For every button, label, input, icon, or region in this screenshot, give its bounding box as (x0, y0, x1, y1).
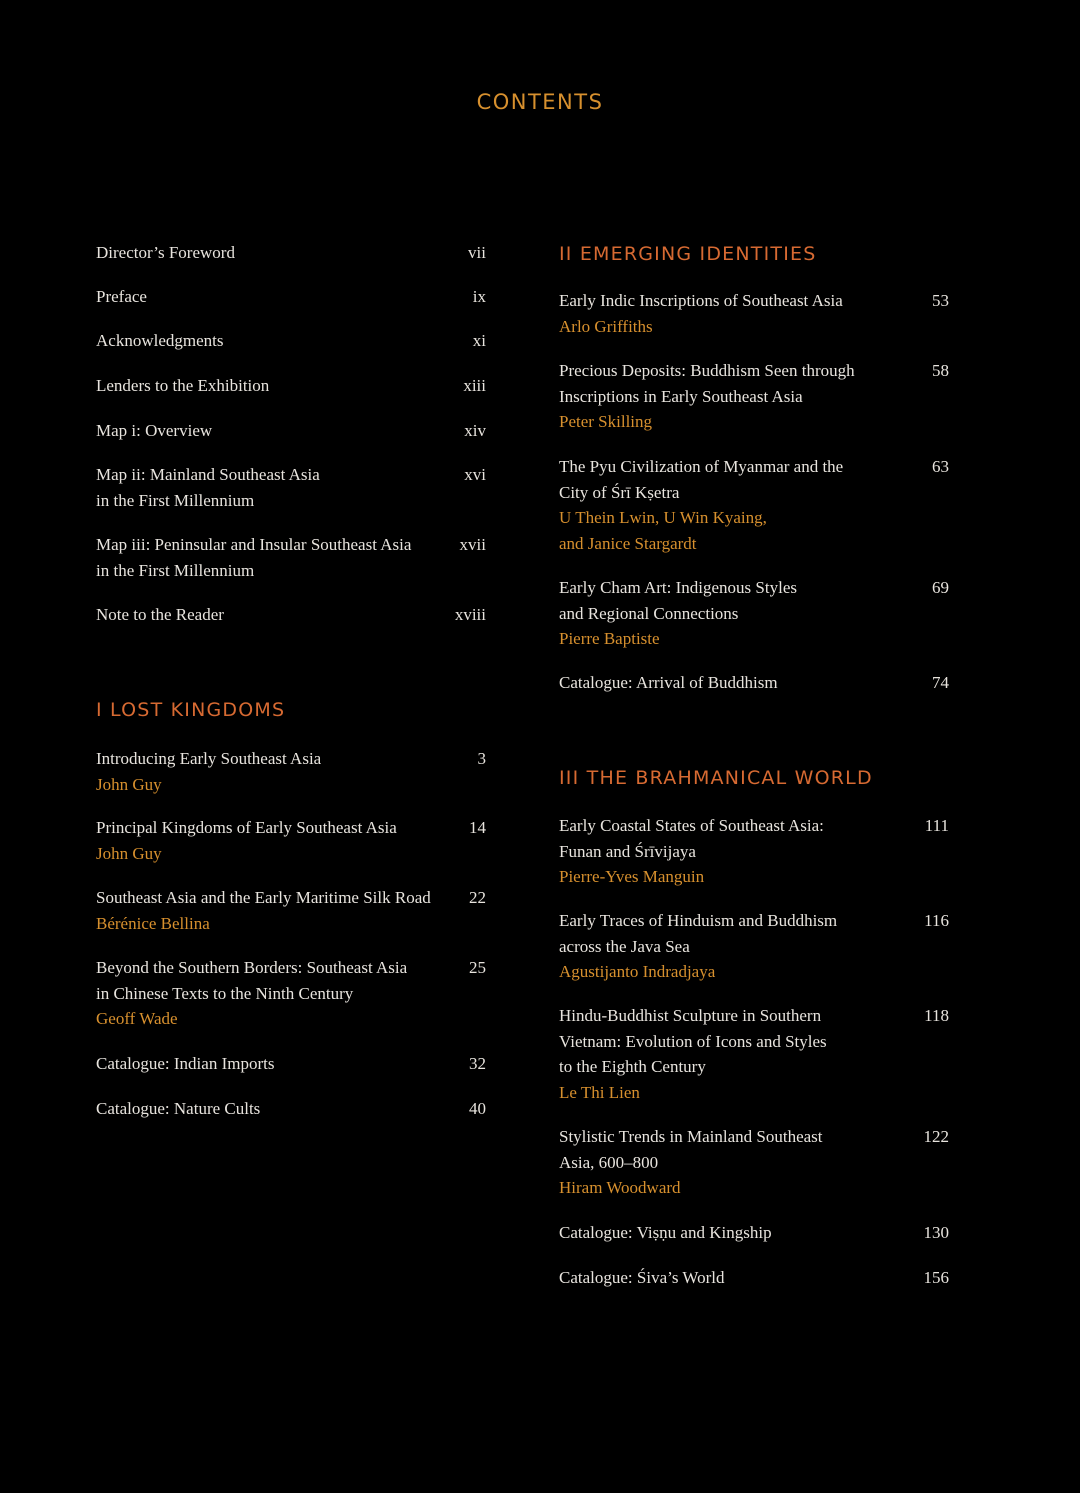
entry-author: Bérénice Bellina (96, 913, 210, 933)
entry-title: Catalogue: Śiva’s World (559, 1268, 725, 1287)
entry-title: Southeast Asia and the Early Maritime Silk Road (96, 888, 431, 907)
toc-entry[interactable] (559, 813, 949, 890)
entry-author: Peter Skilling (559, 412, 653, 431)
toc-entry[interactable] (96, 328, 486, 354)
entry-page: 118 (924, 1006, 949, 1025)
entry-title: Early Coastal States of Southeast Asia: Funan and Śrīvijaya (559, 816, 824, 861)
entry-title: Introducing Early Southeast Asia (96, 749, 322, 768)
toc-entry[interactable] (96, 1051, 486, 1077)
entry-page: 32 (469, 1054, 486, 1073)
entry-page: xvi (464, 465, 486, 484)
entry-page: 111 (924, 816, 949, 835)
entry-page: vii (468, 243, 486, 262)
entry-title: Preface (96, 287, 147, 306)
entry-title: Map i: Overview (96, 421, 213, 440)
toc-entry[interactable] (559, 1265, 949, 1291)
toc-entry[interactable] (96, 284, 486, 310)
entry-author: John Guy (96, 774, 162, 794)
entry-page: 3 (477, 749, 486, 768)
entry-page: 74 (932, 673, 949, 692)
toc-entry[interactable] (96, 955, 486, 1032)
entry-title: Director’s Foreword (96, 243, 235, 262)
entry-author: U Thein Lwin, U Win Kyaing, and Janice Stargardt (559, 508, 767, 553)
entry-author: Hiram Woodward (559, 1178, 681, 1197)
entry-page: xi (472, 331, 486, 350)
entry-page: 156 (923, 1268, 949, 1287)
entry-title: Catalogue: Arrival of Buddhism (559, 673, 778, 692)
entry-author: Agustijanto Indradjaya (559, 962, 716, 981)
toc-entry[interactable] (559, 575, 949, 652)
toc-entry[interactable] (96, 373, 486, 399)
entry-page: 69 (932, 578, 949, 597)
entry-title: Catalogue: Viṣṇu and Kingship (559, 1223, 772, 1242)
entry-title: Early Indic Inscriptions of Southeast Asia (559, 291, 843, 310)
entry-author: Le Thi Lien (559, 1082, 640, 1102)
entry-title: Lenders to the Exhibition (96, 376, 270, 395)
entry-page: 40 (469, 1099, 486, 1118)
entry-page: 14 (469, 818, 486, 837)
toc-entry[interactable] (559, 908, 949, 985)
toc-entry[interactable] (96, 602, 486, 628)
entry-page: 58 (932, 361, 949, 380)
toc-entry[interactable] (96, 815, 486, 866)
entry-title: Early Cham Art: Indigenous Styles and Regional Connections (559, 578, 797, 623)
entry-author: Geoff Wade (96, 1009, 178, 1028)
entry-page: xiii (463, 376, 486, 395)
toc-entry[interactable] (559, 288, 949, 339)
entry-author: John Guy (96, 843, 162, 863)
entry-page: ix (472, 287, 486, 306)
entry-page: 25 (469, 958, 486, 977)
section-heading-emerging-identities: II EMERGING IDENTITIES (559, 243, 817, 265)
toc-entry[interactable] (96, 240, 486, 266)
entry-page: 53 (932, 291, 949, 310)
entry-page: 22 (469, 888, 486, 907)
page-title: CONTENTS (476, 90, 604, 114)
toc-entry[interactable] (559, 670, 949, 696)
entry-page: 122 (923, 1127, 949, 1146)
toc-entry[interactable] (559, 1003, 949, 1105)
toc-entry[interactable] (96, 1096, 486, 1122)
entry-title: Precious Deposits: Buddhism Seen through Inscriptions in Early Southeast Asia (559, 361, 855, 406)
entry-title: Map iii: Peninsular and Insular Southeast Asia in the First Millennium (96, 535, 412, 580)
entry-title: Map ii: Mainland Southeast Asia in the First Millennium (96, 465, 320, 510)
entry-page: xvii (459, 535, 486, 554)
entry-title: Acknowledgments (96, 331, 224, 350)
section-heading-brahmanical-world: III THE BRAHMANICAL WORLD (559, 767, 873, 789)
entry-page: xviii (454, 605, 486, 624)
entry-author: Pierre Baptiste (559, 629, 660, 648)
toc-entry[interactable] (96, 418, 486, 444)
entry-title: Note to the Reader (96, 605, 224, 624)
entry-author: Arlo Griffiths (559, 316, 653, 336)
entry-title: The Pyu Civilization of Myanmar and the City of Śrī Kṣetra (559, 457, 844, 502)
entry-title: Catalogue: Nature Cults (96, 1099, 261, 1118)
entry-title: Catalogue: Indian Imports (96, 1054, 275, 1073)
entry-title: Early Traces of Hinduism and Buddhism across the Java Sea (559, 911, 838, 956)
entry-page: xiv (464, 421, 486, 440)
entry-page: 63 (932, 457, 949, 476)
toc-entry[interactable] (96, 885, 486, 936)
toc-entry[interactable] (559, 1220, 949, 1246)
toc-entry[interactable] (96, 746, 486, 797)
entry-author: Pierre-Yves Manguin (559, 867, 705, 886)
entry-page: 116 (924, 911, 949, 930)
entry-title: Principal Kingdoms of Early Southeast Asia (96, 818, 397, 837)
toc-entry[interactable] (96, 532, 486, 583)
toc-entry[interactable] (96, 462, 486, 513)
entry-title: Stylistic Trends in Mainland Southeast Asia, 600–800 (559, 1127, 823, 1172)
toc-entry[interactable] (559, 358, 949, 435)
section-heading-lost-kingdoms: I LOST KINGDOMS (96, 699, 286, 721)
toc-entry[interactable] (559, 1124, 949, 1201)
entry-title: Hindu-Buddhist Sculpture in Southern Vietnam: Evolution of Icons and Styles to the Eighth Century (559, 1006, 827, 1076)
toc-entry[interactable] (559, 454, 949, 556)
entry-page: 130 (923, 1223, 949, 1242)
entry-title: Beyond the Southern Borders: Southeast Asia in Chinese Texts to the Ninth Century (96, 958, 408, 1003)
